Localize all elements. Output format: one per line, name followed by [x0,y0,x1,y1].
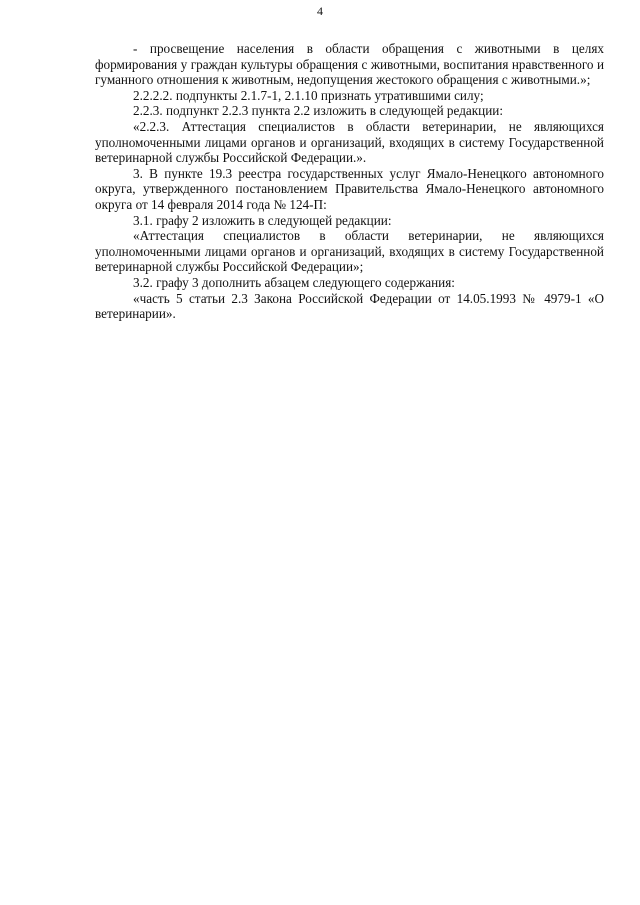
document-body [95,41,604,322]
paragraph-2-2-3: 2.2.3. подпункт 2.2.3 пункта 2.2 изложить в следующей редакции: [133,103,504,119]
paragraph-2-2-2-2: 2.2.2.2. подпункты 2.1.7-1, 2.1.10 признать утратившими силу; [133,87,484,103]
paragraph-quote-3-2: «часть 5 статьи 2.3 Закона Российской Федерации от 14.05.1993 № 4979-1 «О ветеринарии». [95,290,604,322]
paragraph-animal-education: - просвещение населения в области обращения с животными в целях формирования у граждан культуры обращения с животными, воспитания нравственного и гуманного отношения к животным, недопущения жестокого обращения с животными.»; [95,41,604,88]
paragraph-3-1: 3.1. графу 2 изложить в следующей редакции: [133,212,392,228]
paragraph-3: 3. В пункте 19.3 реестра государственных услуг Ямало-Ненецкого автономного округа, утвержденного постановлением Правительства Ямало-Ненецкого автономного округа от 14 февраля 2014 года № 124-П: [95,165,604,212]
paragraph-3-2: 3.2. графу 3 дополнить абзацем следующего содержания: [133,274,455,290]
paragraph-quote-2-2-3: «2.2.3. Аттестация специалистов в области ветеринарии, не являющихся уполномоченными лицами органов и организаций, входящих в систему Государственной ветеринарной службы Российской Федерации.». [95,118,604,166]
page-number: 4 [317,4,323,18]
paragraph-quote-3-1: «Аттестация специалистов в области ветеринарии, не являющихся уполномоченными лицами органов и организаций, входящих в систему Государственной ветеринарной службы Российской Федерации»; [95,228,604,275]
